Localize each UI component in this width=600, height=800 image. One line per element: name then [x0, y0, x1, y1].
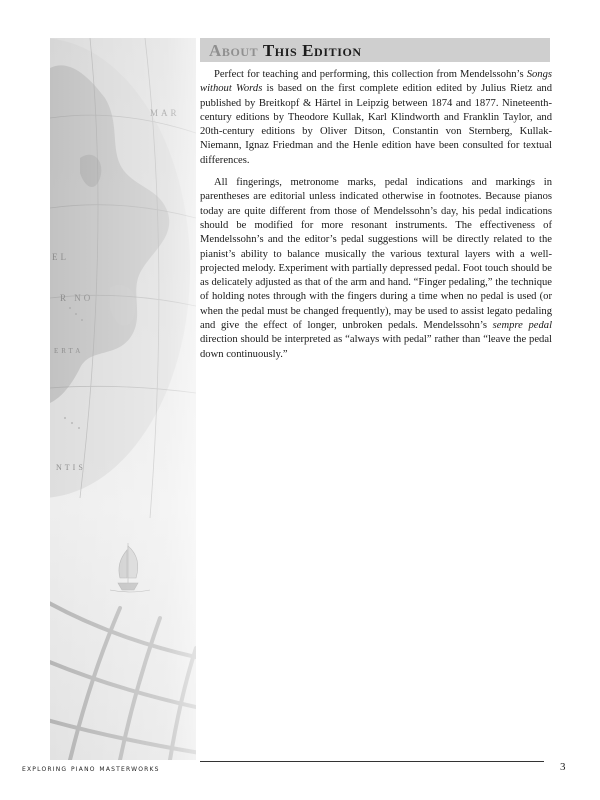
heading-words-this-edition: This Edition — [262, 40, 362, 60]
decorative-map-illustration — [50, 38, 196, 760]
work-title: Songs without Words — [200, 69, 552, 95]
section-heading — [209, 42, 362, 59]
page-number: 3 — [560, 761, 566, 773]
paragraph-1 — [200, 68, 552, 168]
paragraph-2 — [200, 176, 552, 362]
paragraph-2-text-b: direction should be interpreted as “always with pedal” rather than “leave the pedal down continuously.” — [200, 334, 552, 360]
section-heading-bar — [200, 38, 550, 62]
heading-word-about: About — [209, 40, 259, 60]
footer-series-title: exploring piano masterworks — [22, 764, 160, 773]
paragraph-1-text-a: Perfect for teaching and performing, this collection from Mendelssohn’s — [214, 69, 527, 80]
article-body — [200, 68, 552, 370]
paragraph-1-text-b: is based on the first complete edition edited by Julius Rietz and published by Breitkopf & Härtel in Leipzig between 1874 and 1877. Nineteenth-century editions by Theodore Kullak, Karl Klindworth and Franklin Taylor, and 20th-century editions by Oliver Ditson, Constantin von Sternberg, Kullak-Niemann, Ignaz Friedman and the Henle edition have been consulted for textual differences. — [200, 83, 552, 166]
footer-rule — [200, 761, 544, 762]
sempre-pedal-term: sempre pedal — [492, 320, 553, 332]
paragraph-2-text-a: All fingerings, metronome marks, pedal indications and markings in parentheses are editorial unless indicated otherwise in footnotes. Because pianos today are quite different from those of Mendelssohn’s day, his pedal indications should be modified for more resonant instruments. The effectiveness of Mendelssohn’s and the editor’s pedal suggestions will be directly related to the pianist’s ability to balance musically the various textural layers with a well-projected melody. Experiment with partially depressed pedal. Foot touch should be as delicately adjusted as that of the arm and hand. “Finger pedaling,” the technique of holding notes through with the fingers during a time when no pedal is used (or when the pedal must be changed frequently), may be used to assist legato pedaling and give the effect of longer, unbroken pedals. Mendelssohn’s — [200, 177, 552, 332]
